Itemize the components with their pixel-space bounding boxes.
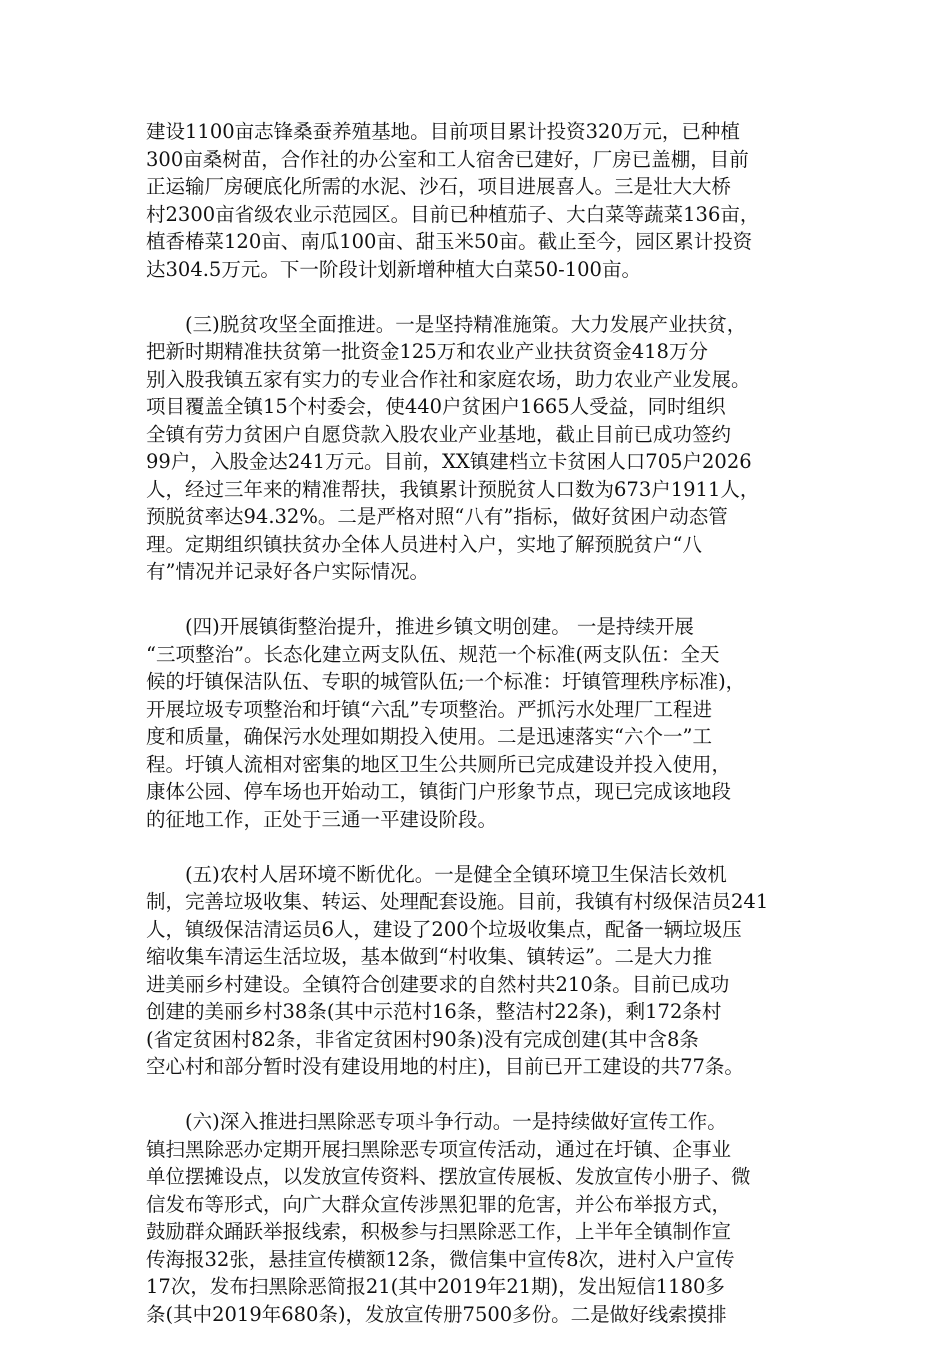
text-line: 人，镇级保洁清运员6人，建设了200个垃圾收集点，配备一辆垃圾压 [146,917,742,941]
paragraph-2 [146,311,826,586]
text-line: 项目覆盖全镇15个村委会，使440户贫困户1665人受益，同时组织 [146,395,726,418]
text-line: 单位摆摊设点，以发放宣传资料、摆放宣传展板、发放宣传小册子、微 [146,1165,751,1188]
text-line: (省定贫困村82条，非省定贫困村90条)没有完成创建(其中含8条 [146,1027,699,1051]
text-line: (四)开展镇街整治提升，推进乡镇文明创建。 一是持续开展 [185,615,694,638]
text-line: (六)深入推进扫黑除恶专项斗争行动。一是持续做好宣传工作。 [185,1110,727,1133]
text-line: 镇扫黑除恶办定期开展扫黑除恶专项宣传活动，通过在圩镇、企事业 [146,1137,732,1161]
text-line: 进美丽乡村建设。全镇符合创建要求的自然村共210条。目前已成功 [146,972,730,996]
text-line: 信发布等形式，向广大群众宣传涉黑犯罪的危害，并公布举报方式， [146,1192,732,1216]
text-line: 度和质量，确保污水处理如期投入使用。二是迅速落实“六个一”工 [146,725,712,748]
text-line: 创建的美丽乡村38条(其中示范村16条，整洁村22条)，剩172条村 [146,1000,722,1023]
text-line: 有”情况并记录好各户实际情况。 [146,560,429,583]
text-line: 人，经过三年来的精准帮扶，我镇累计预脱贫人口数为673户1911人， [146,477,760,501]
text-line: 鼓励群众踊跃举报线索，积极参与扫黑除恶工作，上半年全镇制作宣 [146,1220,732,1243]
paragraph-1 [146,118,826,283]
text-line: 植香椿菜120亩、南瓜100亩、甜玉米50亩。截止至今，园区累计投资 [146,230,753,253]
text-line: 程。圩镇人流相对密集的地区卫生公共厕所已完成建设并投入使用， [146,752,732,776]
document-body [146,118,826,1356]
text-line: “三项整治”。长态化建立两支队伍、规范一个标准(两支队伍：全天 [146,642,720,666]
text-line: 正运输厂房硬底化所需的水泥、沙石，项目进展喜人。三是壮大大桥 [146,175,732,198]
text-line: 候的圩镇保洁队伍、专职的城管队伍;一个标准：圩镇管理秩序标准)， [146,670,746,693]
text-line: 空心村和部分暂时没有建设用地的村庄)，目前已开工建设的共77条。 [146,1055,744,1078]
text-line: 预脱贫率达94.32%。二是严格对照“八有”指标，做好贫困户动态管 [146,505,728,528]
text-line: 建设1100亩志锋桑蚕养殖基地。目前项目累计投资320万元，已种植 [146,120,740,143]
text-line: 300亩桑树苗，合作社的办公室和工人宿舍已建好，厂房已盖棚，目前 [146,147,749,171]
text-line: 条(其中2019年680条)，发放宣传册7500多份。二是做好线索摸排 [146,1302,727,1326]
text-line: 缩收集车清运生活垃圾，基本做到“村收集、镇转运”。二是大力推 [146,945,712,968]
text-line: 17次，发布扫黑除恶简报21(其中2019年21期)，发出短信1180多 [146,1275,725,1298]
text-line: 别入股我镇五家有实力的专业合作社和家庭农场，助力农业产业发展。 [146,367,751,391]
paragraph-4 [146,861,826,1081]
text-line: 达304.5万元。下一阶段计划新增种植大白菜50-100亩。 [146,257,641,281]
paragraph-5 [146,1108,826,1328]
text-line: 康体公园、停车场也开始动工，镇街门户形象节点，现已完成该地段 [146,780,732,803]
text-line: 开展垃圾专项整治和圩镇“六乱”专项整治。严抓污水处理厂工程进 [146,697,712,721]
text-line: (三)脱贫攻坚全面推进。一是坚持精准施策。大力发展产业扶贫， [185,312,747,336]
text-line: 把新时期精准扶贫第一批资金125万和农业产业扶贫资金418万分 [146,340,708,363]
text-line: 的征地工作，正处于三通一平建设阶段。 [146,807,498,831]
text-line: (五)农村人居环境不断优化。一是健全全镇环境卫生保洁长效机 [185,862,727,886]
text-line: 传海报32张，悬挂宣传横额12条，微信集中宣传8次，进村入户宣传 [146,1247,735,1271]
text-line: 全镇有劳力贫困户自愿贷款入股农业产业基地，截止目前已成功签约 [146,422,732,446]
text-line: 99户，入股金达241万元。目前，XX镇建档立卡贫困人口705户2026 [146,450,752,473]
text-line: 理。定期组织镇扶贫办全体人员进村入户，实地了解预脱贫户“八 [146,532,702,556]
paragraph-3 [146,613,826,833]
text-line: 制，完善垃圾收集、转运、处理配套设施。目前，我镇有村级保洁员241 [146,890,769,913]
text-line: 村2300亩省级农业示范园区。目前已种植茄子、大白菜等蔬菜136亩， [146,202,760,226]
